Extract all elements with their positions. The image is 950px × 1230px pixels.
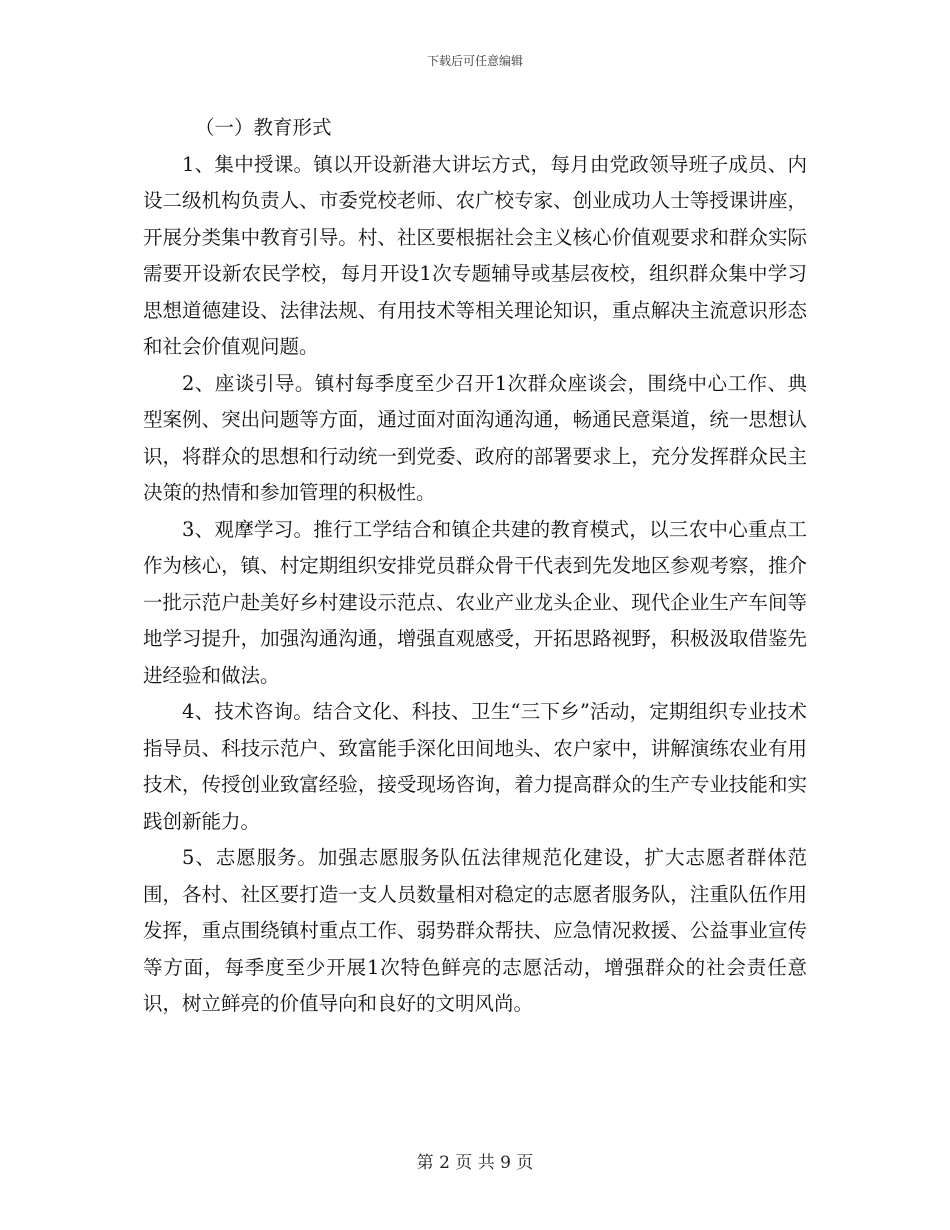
paragraph-1: 1、集中授课。镇以开设新港大讲坛方式，每月由党政领导班子成员、内设二级机构负责人、市委党校老师、农广校专家、创业成功人士等授课讲座，开展分类集中教育引导。村、社区要根据社会主义核心价值观要求和群众实际需要开设新农民学校，每月开设1次专题辅导或基层夜校，组织群众集中学习思想道德建设、法律法规、有用技术等相关理论知识，重点解决主流意识形态和社会价值观问题。 bbox=[143, 152, 807, 358]
paragraph-3: 3、观摩学习。推行工学结合和镇企共建的教育模式，以三农中心重点工作为核心，镇、村定期组织安排党员群众骨干代表到先发地区参观考察，推介一批示范户赴美好乡村建设示范点、农业产业龙头企业、现代企业生产车间等地学习提升，加强沟通沟通，增强直观感受，开拓思路视野，积极汲取借鉴先进经验和做法。 bbox=[143, 517, 807, 687]
paragraph-4: 4、技术咨询。结合文化、科技、卫生“三下乡”活动，定期组织专业技术指导员、科技示范户、致富能手深化田间地头、农户家中，讲解演练农业有用技术，传授创业致富经验，接受现场咨询，着力提高群众的生产专业技能和实践创新能力。 bbox=[143, 700, 807, 833]
section-title: （一）教育形式 bbox=[195, 116, 332, 139]
document-body bbox=[143, 110, 807, 1023]
page-header: 下载后可任意编辑 bbox=[426, 54, 523, 68]
page-number: 第 2 页 共 9 页 bbox=[416, 1153, 534, 1173]
paragraph-5: 5、志愿服务。加强志愿服务队伍法律规范化建设，扩大志愿者群体范围，各村、社区要打造一支人员数量相对稳定的志愿者服务队，注重队伍作用发挥，重点围绕镇村重点工作、弱势群众帮扶、应急情况救援、公益事业宣传等方面，每季度至少开展1次特色鲜亮的志愿活动，增强群众的社会责任意识，树立鲜亮的价值导向和良好的文明风尚。 bbox=[143, 846, 807, 1015]
paragraph-2: 2、座谈引导。镇村每季度至少召开1次群众座谈会，围绕中心工作、典型案例、突出问题等方面，通过面对面沟通沟通，畅通民意渠道，统一思想认识，将群众的思想和行动统一到党委、政府的部署要求上，充分发挥群众民主决策的热情和参加管理的积极性。 bbox=[143, 371, 807, 504]
